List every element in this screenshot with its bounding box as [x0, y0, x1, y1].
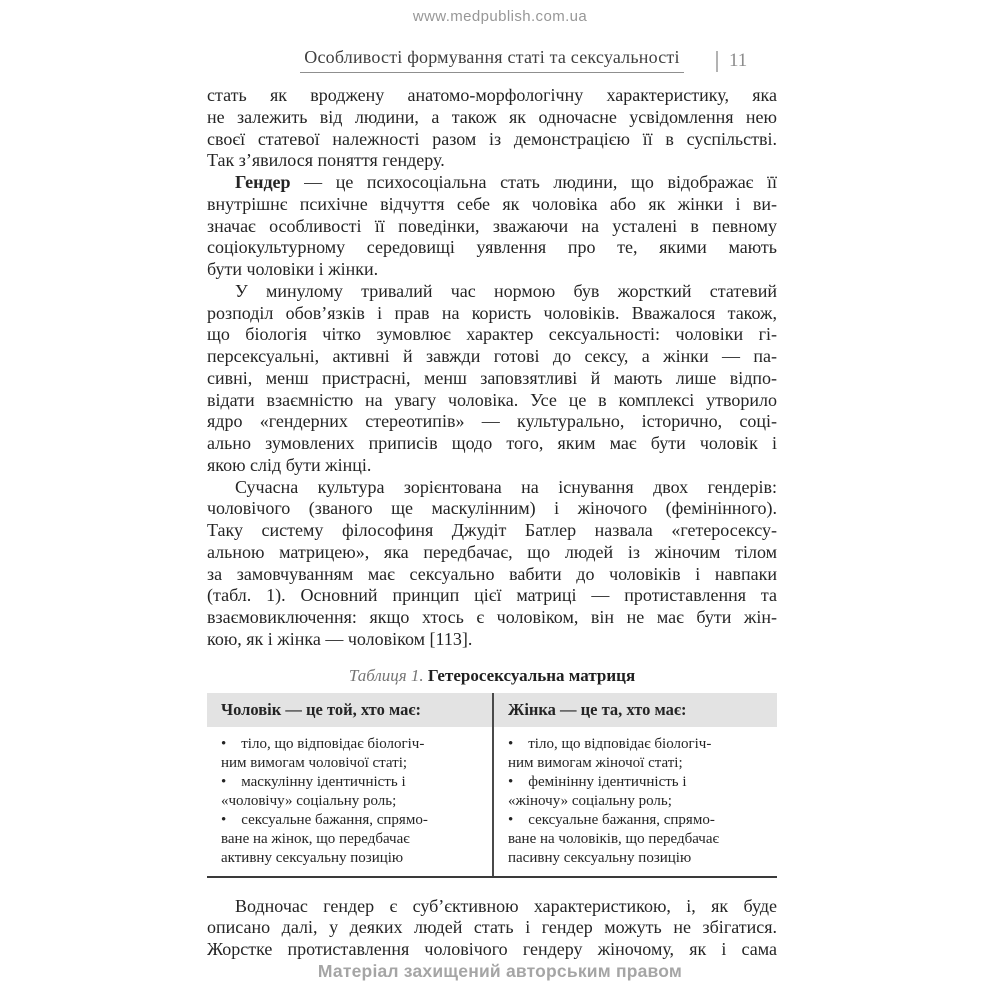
text-line-rest: — це психосоціальна стать людини, що відображає її — [290, 172, 777, 192]
text-line: соціокультурному середовищі уявлення про те, якими мають — [207, 237, 777, 258]
table-cell-line: «жіночу» соціальну роль; — [508, 792, 672, 809]
text-line: за замовчуванням має сексуально вабити до чоловіків і навпаки — [207, 563, 777, 584]
table-cell-male — [207, 727, 492, 876]
paragraph — [207, 477, 777, 651]
running-header-title: Особливості формування статі та сексуальності — [300, 47, 683, 73]
table-column-male — [207, 693, 492, 876]
paragraph — [207, 896, 777, 961]
text-line: якою слід бути жінці. — [207, 454, 372, 475]
body-text-top — [207, 85, 777, 651]
text-line: що біологія чітко зумовлює характер сексуальності: чоловіки гі- — [207, 324, 777, 345]
table-cell-line: • маскулінну ідентичність і — [221, 773, 406, 790]
copyright-watermark: Матеріал захищений авторським правом — [317, 961, 683, 981]
text-line: У минулому тривалий час нормою був жорсткий статевий — [235, 280, 777, 301]
text-line: кою, як і жінка — чоловіком [113]. — [207, 628, 473, 649]
text-line: Таку систему філософиня Джудіт Батлер назвала «гетеросексу- — [207, 520, 777, 540]
text-line: описано далі, у деяких людей стать і гендер можуть не збігатися. — [207, 917, 777, 938]
text-line — [207, 172, 777, 194]
page-number-divider — [716, 51, 718, 72]
text-line: взаємовиключення: якщо хтось є чоловіком, він не має бути жін- — [207, 607, 777, 627]
text-line: чоловічого (званого ще маскулінним) і жіночого (фемінінного). — [207, 498, 777, 519]
text-line: Водночас гендер є суб’єктивною характеристикою, і, як буде — [235, 895, 777, 916]
text-line: своєї статевої належності разом із демонстрацією її в суспільстві. — [207, 128, 777, 149]
table-cell-line: • тіло, що відповідає біологіч- — [508, 735, 712, 752]
table-cell-line: • тіло, що відповідає біологіч- — [221, 735, 425, 752]
text-line: Так з’явилося поняття гендеру. — [207, 150, 445, 171]
text-line: внутрішнє психічне відчуття себе як чоловіка або як жінки і ви- — [207, 193, 777, 214]
page-body — [207, 85, 777, 961]
table-column-female — [492, 693, 777, 876]
text-line: (табл. 1). Основний принцип цієї матриці — протиставлення та — [207, 585, 777, 606]
text-line: персексуальні, активні й завжди готові до сексу, а жінки — па- — [207, 346, 777, 366]
table-cell-line: ним вимогам чоловічої статі; — [221, 754, 408, 771]
text-line: Жорстке протиставлення чоловічого гендеру жіночому, як і сама — [207, 939, 777, 959]
running-header — [207, 47, 777, 73]
table-cell-line: • сексуальне бажання, спрямо- — [508, 811, 715, 828]
table-cell-line: ним вимогам жіночої статі; — [508, 754, 683, 771]
page-number: 11 — [729, 50, 748, 71]
text-line: ально зумовлених приписів щодо того, яким має бути чоловік і — [207, 433, 777, 453]
table-header-female: Жінка — це та, хто має: — [494, 693, 777, 727]
paragraph — [207, 172, 777, 281]
table-cell-female — [494, 727, 777, 876]
table-cell-line: пасивну сексуальну позицію — [508, 849, 692, 866]
table-caption-title: Гетеросексуальна матриця — [427, 665, 636, 685]
table-header-male: Чоловік — це той, хто має: — [207, 693, 492, 727]
text-line: альною матрицею», яка передбачає, що людей із жіночим тілом — [207, 541, 777, 562]
text-line: значає особливості її поведінки, зважаючи на усталені в певному — [207, 215, 777, 236]
bold-term: Гендер — [235, 172, 291, 192]
text-line: не залежить від людини, а також як одночасне усвідомлення нею — [207, 106, 777, 127]
table-cell-line: «чоловічу» соціальну роль; — [221, 792, 397, 809]
text-line: Сучасна культура зорієнтована на існування двох гендерів: — [235, 476, 777, 497]
table-cell-line: • сексуальне бажання, спрямо- — [221, 811, 428, 828]
table-cell-line: активну сексуальну позицію — [221, 849, 404, 866]
table-cell-line: ване на жінок, що передбачає — [221, 830, 410, 847]
paragraph — [207, 85, 777, 172]
table-caption-label: Таблиця 1. — [348, 665, 424, 685]
paragraph — [207, 281, 777, 477]
text-line: стать як вроджену анатомо-морфологічну характеристику, яка — [207, 85, 777, 105]
text-line: розподіл обов’язків і прав на користь чоловіків. Вважалося також, — [207, 302, 777, 323]
table-cell-line: ване на чоловіків, що передбачає — [508, 830, 719, 847]
text-line: відати взаємністю на увагу чоловіка. Усе це в комплексі утворило — [207, 389, 777, 410]
table-caption — [207, 665, 777, 686]
table-cell-line: • фемінінну ідентичність і — [508, 773, 687, 790]
text-line: сивні, менш пристрасні, менш заповзятливі й мають лише відпо- — [207, 367, 777, 388]
text-line: ядро «гендерних стереотипів» — культурально, історично, соці- — [207, 411, 777, 432]
text-line: бути чоловіки і жінки. — [207, 259, 379, 279]
publisher-url-watermark: www.medpublish.com.ua — [412, 8, 588, 25]
body-text-bottom — [207, 896, 777, 961]
page-number-block — [716, 49, 747, 73]
heterosexual-matrix-table — [207, 693, 777, 878]
